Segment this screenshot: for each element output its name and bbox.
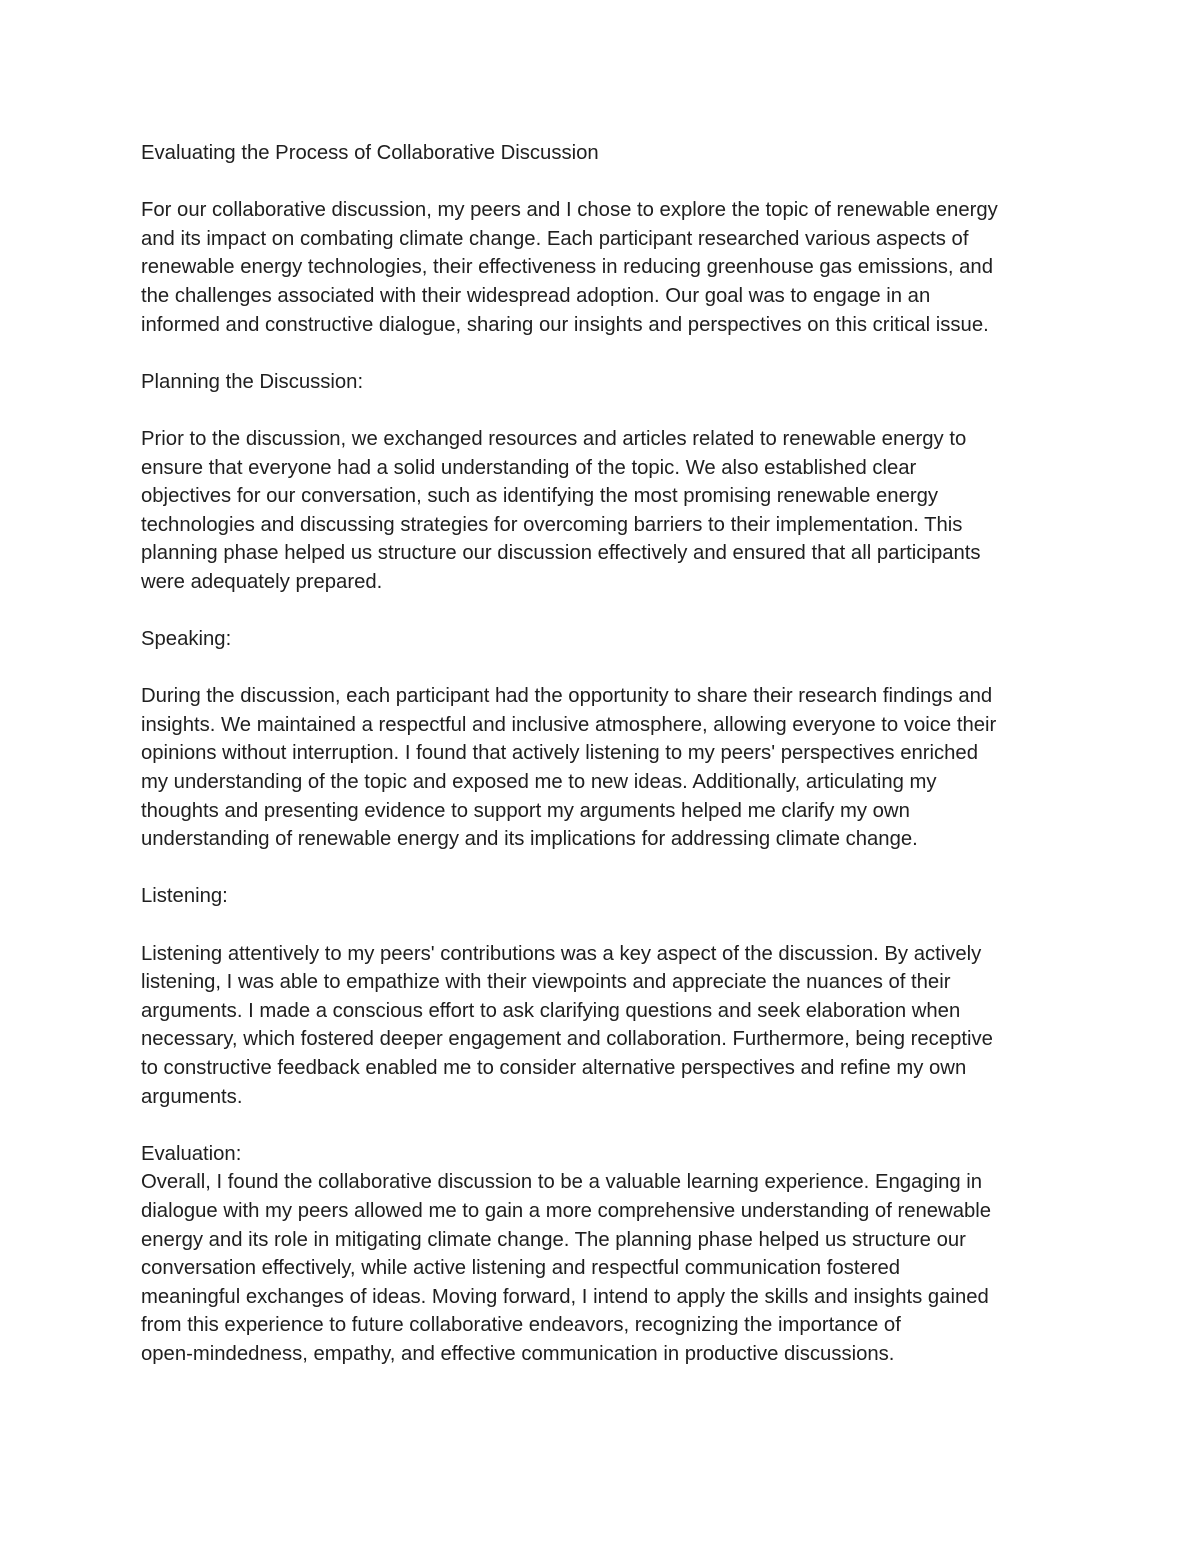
text-line: ensure that everyone had a solid understanding of the topic. We also established clear bbox=[141, 456, 917, 479]
text-line: energy and its role in mitigating climate change. The planning phase helped us structure our bbox=[141, 1228, 966, 1251]
spacer bbox=[141, 854, 1066, 883]
text-line: open-mindedness, empathy, and effective communication in productive discussions. bbox=[141, 1342, 895, 1365]
spacer bbox=[141, 597, 1066, 626]
intro-paragraph bbox=[141, 196, 1066, 339]
section-heading-speaking: Speaking: bbox=[141, 628, 232, 651]
document-title: Evaluating the Process of Collaborative Discussion bbox=[141, 142, 599, 164]
spacer bbox=[141, 654, 1066, 683]
spacer bbox=[141, 911, 1066, 940]
text-line: my understanding of the topic and exposed me to new ideas. Additionally, articulating my bbox=[141, 771, 937, 794]
spacer bbox=[141, 168, 1066, 197]
text-line: arguments. bbox=[141, 1085, 243, 1108]
text-line: insights. We maintained a respectful and inclusive atmosphere, allowing everyone to voice their bbox=[141, 713, 997, 736]
text-line: necessary, which fostered deeper engagement and collaboration. Furthermore, being receptive bbox=[141, 1028, 993, 1051]
text-line: objectives for our conversation, such as identifying the most promising renewable energy bbox=[141, 485, 939, 508]
planning-paragraph bbox=[141, 425, 1066, 597]
text-line: During the discussion, each participant had the opportunity to share their research findings and bbox=[141, 685, 993, 708]
text-line: were adequately prepared. bbox=[141, 570, 383, 593]
spacer bbox=[141, 396, 1066, 425]
section-heading-evaluation: Evaluation: bbox=[141, 1142, 242, 1165]
text-line: technologies and discussing strategies for overcoming barriers to their implementation. This bbox=[141, 513, 963, 536]
text-line: renewable energy technologies, their effectiveness in reducing greenhouse gas emissions, and bbox=[141, 256, 993, 279]
text-line: from this experience to future collaborative endeavors, recognizing the importance of bbox=[141, 1314, 901, 1337]
text-line: understanding of renewable energy and its implications for addressing climate change. bbox=[141, 828, 918, 851]
listening-paragraph bbox=[141, 940, 1066, 1112]
section-heading-listening: Listening: bbox=[141, 885, 228, 908]
text-line: dialogue with my peers allowed me to gain a more comprehensive understanding of renewable bbox=[141, 1199, 992, 1222]
text-line: the challenges associated with their widespread adoption. Our goal was to engage in an bbox=[141, 284, 931, 307]
text-line: thoughts and presenting evidence to support my arguments helped me clarify my own bbox=[141, 799, 910, 822]
text-line: For our collaborative discussion, my peers and I chose to explore the topic of renewable energy bbox=[141, 199, 998, 222]
text-line: and its impact on combating climate change. Each participant researched various aspects of bbox=[141, 227, 969, 250]
text-line: meaningful exchanges of ideas. Moving forward, I intend to apply the skills and insights gained bbox=[141, 1285, 989, 1308]
text-line: Overall, I found the collaborative discussion to be a valuable learning experience. Engaging in bbox=[141, 1171, 983, 1194]
evaluation-paragraph bbox=[141, 1168, 1066, 1368]
text-line: arguments. I made a conscious effort to ask clarifying questions and seek elaboration when bbox=[141, 999, 961, 1022]
text-line: informed and constructive dialogue, sharing our insights and perspectives on this critical issue. bbox=[141, 313, 989, 336]
text-line: Prior to the discussion, we exchanged resources and articles related to renewable energy to bbox=[141, 427, 967, 450]
text-line: conversation effectively, while active listening and respectful communication fostered bbox=[141, 1257, 901, 1280]
speaking-paragraph bbox=[141, 682, 1066, 854]
section-heading-planning: Planning the Discussion: bbox=[141, 370, 364, 393]
spacer bbox=[141, 339, 1066, 368]
text-line: planning phase helped us structure our discussion effectively and ensured that all participants bbox=[141, 542, 981, 565]
document-body bbox=[141, 139, 1066, 1369]
spacer bbox=[141, 1111, 1066, 1140]
text-line: Listening attentively to my peers' contributions was a key aspect of the discussion. By actively bbox=[141, 942, 982, 965]
text-line: listening, I was able to empathize with their viewpoints and appreciate the nuances of their bbox=[141, 971, 951, 994]
text-line: to constructive feedback enabled me to consider alternative perspectives and refine my own bbox=[141, 1057, 967, 1079]
text-line: opinions without interruption. I found that actively listening to my peers' perspectives enriched bbox=[141, 742, 978, 765]
